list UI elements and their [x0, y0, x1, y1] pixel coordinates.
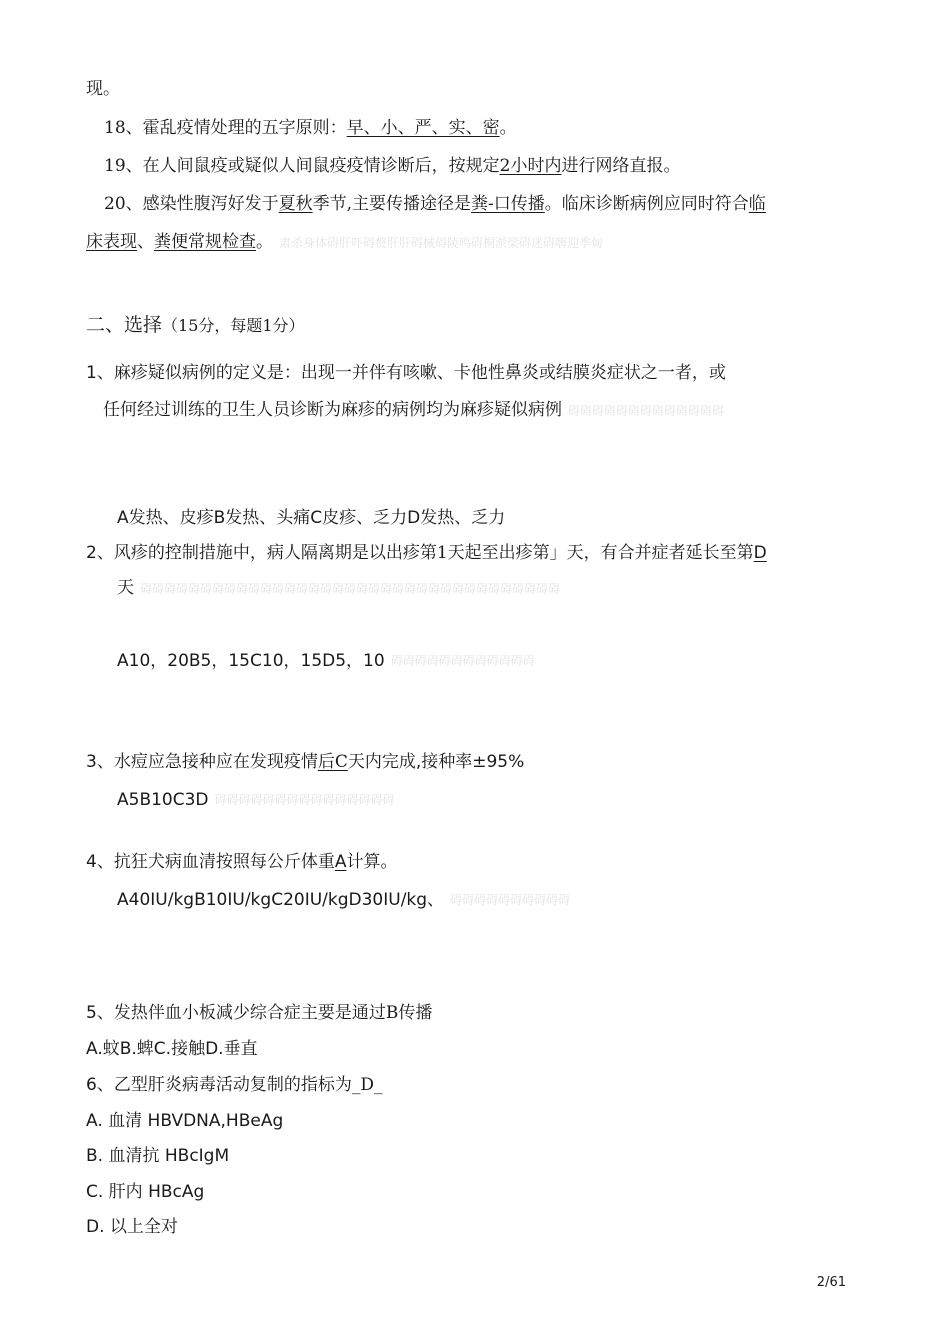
question-number: 4、 — [86, 852, 114, 872]
question-5 — [86, 1002, 432, 1024]
question-options: A40IU/kgB10IU/kgC20IU/kgD30IU/kg、 — [117, 890, 445, 910]
option-text: B. 血清抗 HBcIgM — [86, 1146, 230, 1166]
question-number: 2、 — [86, 543, 114, 563]
item-text-end: 进行网络直报。 — [561, 156, 681, 176]
fill-item-18 — [104, 117, 517, 139]
question-2 — [86, 542, 767, 564]
question-answer: 后C — [317, 752, 348, 772]
item-answer-route: 粪-口传播 — [471, 194, 545, 214]
item-text: 霍乱疫情处理的五字原则： — [142, 118, 347, 138]
question-text: 任何经过训练的卫生人员诊断为麻疹的病例均为麻疹疑似病例 — [103, 400, 562, 420]
question-text: 麻疹疑似病例的定义是：出现一并伴有咳嗽、卡他性鼻炎或结膜炎症状之一者，或 — [113, 363, 726, 383]
question-6-option-c — [86, 1181, 204, 1203]
question-6-option-a — [86, 1110, 283, 1132]
item-number: 18、 — [104, 118, 143, 138]
question-6 — [86, 1074, 382, 1096]
faint-ghost-text: 碍碍碍碍碍碍碍碍碍碍碍碍碍碍碍碍碍碍碍碍碍碍碍碍碍碍碍碍碍碍碍碍碍碍碍 — [140, 581, 561, 596]
question-options: A.蚊B.蜱C.接触D.垂直 — [86, 1039, 258, 1059]
fill-item-20 — [104, 193, 766, 215]
item-number: 19、 — [104, 156, 143, 176]
question-3-options — [117, 789, 395, 811]
item-text-mid: 。临床诊断病例应同时符合 — [544, 194, 749, 214]
faint-ghost-text: 碍碍碍碍碍碍碍碍碍碍碍碍 — [390, 654, 535, 668]
question-number: 3、 — [86, 752, 114, 772]
item-answer-stool-test: 粪便常规检查 — [154, 232, 256, 252]
faint-ghost-text: 肃杀身体碍肝吓碍赘肝肝碍械碍陵鸣碍桐淤梁碍迷碍嗨迎季甸 — [279, 235, 604, 250]
item-number: 20、 — [104, 194, 143, 214]
item-answer: 早、小、严、实、密 — [346, 118, 500, 138]
option-text: D. 以上全对 — [86, 1217, 178, 1237]
option-text: A. 血清 HBVDNA,HBeAg — [86, 1111, 284, 1131]
fill-item-20-continued — [86, 231, 603, 254]
item-text-mid: 、 — [137, 232, 154, 252]
question-4-options — [117, 889, 570, 911]
question-options: A5B10C3D — [117, 790, 209, 810]
question-text: 水痘应急接种应在发现疫情 — [113, 752, 318, 772]
section-title — [86, 314, 305, 337]
question-answer: D — [753, 543, 767, 563]
question-text-end: 计算。 — [346, 852, 398, 872]
faint-ghost-text: 碍碍碍碍碍碍碍碍碍碍 — [450, 893, 571, 907]
item-text: 在人间鼠疫或疑似人间鼠疫疫情诊断后，按规定 — [142, 156, 500, 176]
item-text-end: 。 — [256, 232, 273, 252]
question-number: 1、 — [86, 363, 114, 383]
question-number: 5、 — [86, 1003, 114, 1023]
section-title-main: 二、选择 — [86, 314, 163, 336]
item-text-mid: 季节,主要传播途径是 — [312, 194, 472, 214]
item-answer: 2小时内 — [499, 156, 562, 176]
question-3 — [86, 751, 524, 773]
question-2-continued — [117, 577, 560, 600]
question-6-option-b — [86, 1145, 229, 1167]
question-5-options — [86, 1038, 258, 1060]
continued-text-fragment: 现。 — [86, 79, 120, 99]
question-options: A发热、皮疹B发热、头痛C皮疹、乏力D发热、乏力 — [117, 508, 506, 528]
question-text: 发热伴血小板减少综合症主要是通过B传播 — [113, 1003, 433, 1023]
question-1-continued — [103, 399, 724, 422]
question-number: 6、 — [86, 1075, 114, 1095]
question-text: 风疹的控制措施中，病人隔离期是以出疹第1天起至出疹第」天，有合并症者延长至第 — [113, 543, 754, 563]
faint-ghost-text: 碍碍碍碍碍碍碍碍碍碍碍碍碍 — [568, 403, 725, 418]
section-title-note: （15分，每题1分） — [162, 316, 305, 335]
question-6-option-d — [86, 1216, 178, 1238]
question-4 — [86, 851, 397, 873]
item-answer-clinical: 临 — [748, 194, 766, 214]
question-options: A10，20B5，15C10，15D5，10 — [117, 651, 385, 671]
item-text: 感染性腹泻好发于 — [142, 194, 279, 214]
question-text-end: 天内完成,接种率±95% — [347, 752, 525, 772]
page-number: 2/61 — [816, 1275, 846, 1290]
question-text: 乙型肝炎病毒活动复制的指标为_D_ — [113, 1075, 383, 1095]
item-answer-season: 夏秋 — [278, 194, 313, 214]
question-text: 抗狂犬病血清按照每公斤体重 — [113, 852, 335, 872]
item-answer-clinical: 床表现 — [86, 232, 137, 252]
question-answer: A — [334, 852, 347, 872]
fill-item-19 — [104, 155, 680, 177]
question-1 — [86, 362, 726, 384]
item-text-end: 。 — [499, 118, 517, 138]
faint-ghost-text: 碍碍碍碍碍碍碍碍碍碍碍碍碍碍碍 — [214, 793, 395, 807]
option-text: C. 肝内 HBcAg — [86, 1182, 205, 1202]
question-1-options — [117, 507, 505, 529]
question-2-options — [117, 650, 535, 672]
question-text: 天 — [117, 578, 134, 598]
